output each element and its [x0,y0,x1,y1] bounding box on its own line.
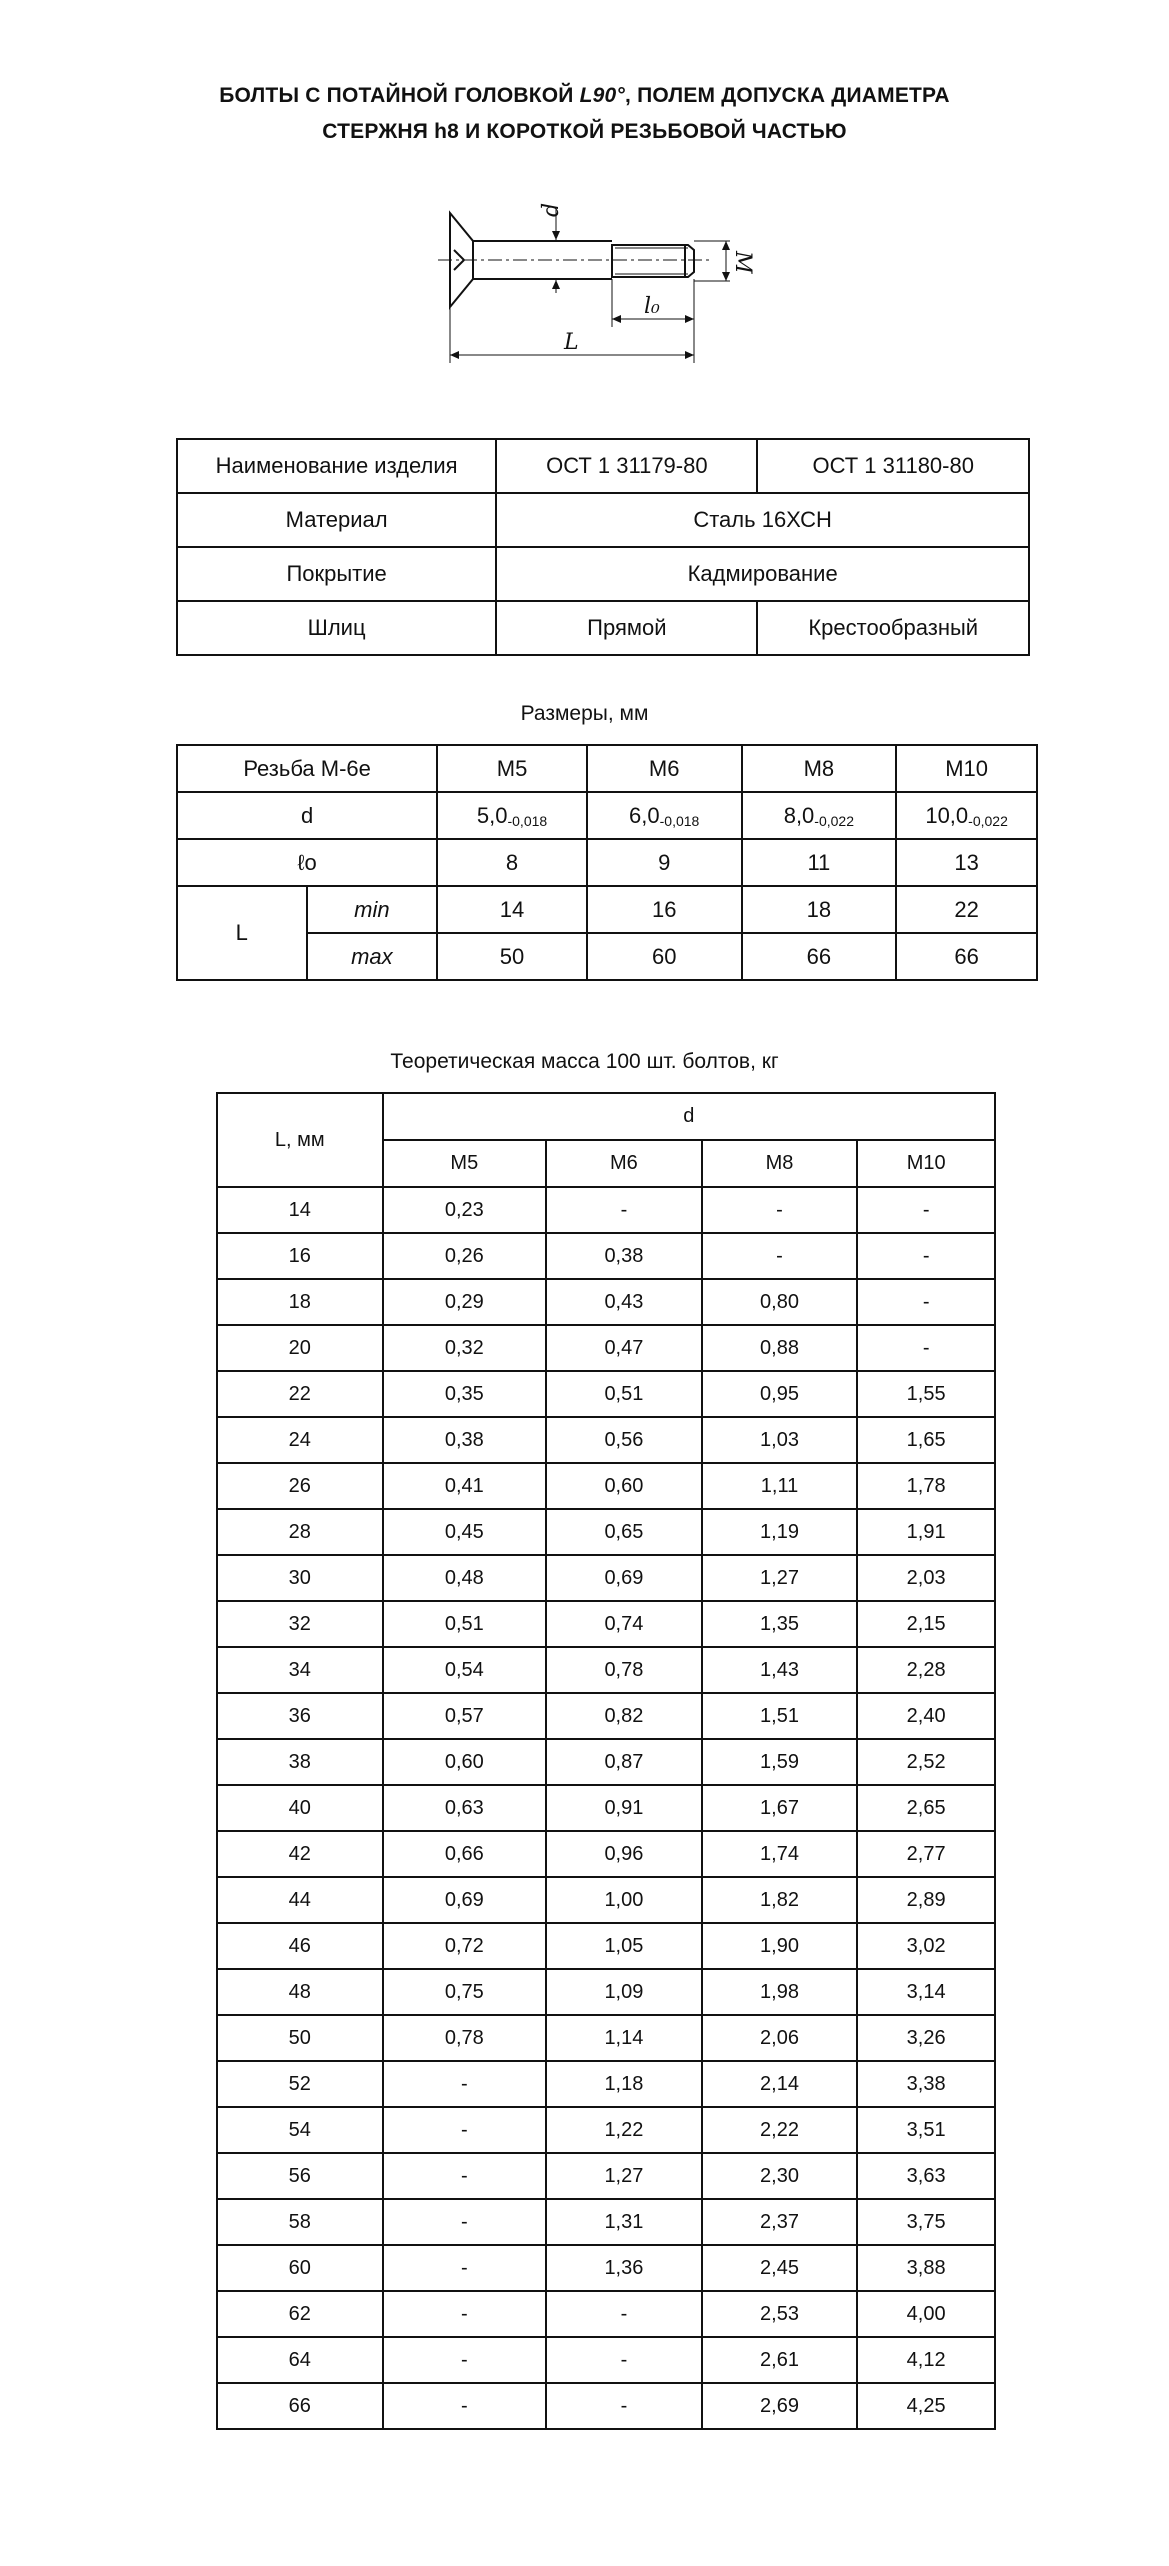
dimensions-table [176,744,1038,981]
length-cell: 50 [217,2015,383,2061]
d-label: d [177,792,437,839]
material-label: Материал [177,493,496,547]
mass-cell: - [546,2383,702,2429]
mass-cell: 2,69 [702,2383,858,2429]
mass-cell: - [702,1187,858,1233]
length-cell: 26 [217,1463,383,1509]
table-row [217,1785,995,1831]
coating-value: Кадмирование [496,547,1029,601]
length-cell: 48 [217,1969,383,2015]
mass-cell: 2,37 [702,2199,858,2245]
mass-cell: 1,18 [546,2061,702,2107]
mass-cell: 0,69 [383,1877,547,1923]
min-value: 14 [437,886,587,933]
mass-cell: 0,75 [383,1969,547,2015]
mass-cell: 3,63 [857,2153,995,2199]
mass-cell: - [702,1233,858,1279]
table-row [217,2015,995,2061]
thread-header: M5 [383,1140,547,1187]
mass-cell: 1,82 [702,1877,858,1923]
table-row [217,1647,995,1693]
length-cell: 36 [217,1693,383,1739]
mass-cell: 1,59 [702,1739,858,1785]
table-row [217,2061,995,2107]
table-row [217,1279,995,1325]
mass-cell: 1,09 [546,1969,702,2015]
mass-cell: 2,03 [857,1555,995,1601]
table-row [217,1233,995,1279]
table-row [217,1969,995,2015]
thread-header: M6 [546,1140,702,1187]
mass-cell: 2,30 [702,2153,858,2199]
mass-cell: 3,75 [857,2199,995,2245]
length-cell: 58 [217,2199,383,2245]
mass-cell: 0,78 [383,2015,547,2061]
mass-cell: 0,78 [546,1647,702,1693]
mass-cell: 2,65 [857,1785,995,1831]
length-cell: 18 [217,1279,383,1325]
mass-cell: - [857,1233,995,1279]
length-cell: 42 [217,1831,383,1877]
mass-cell: 0,95 [702,1371,858,1417]
mass-cell: 2,61 [702,2337,858,2383]
length-cell: 60 [217,2245,383,2291]
bolt-drawing [430,195,810,375]
length-cell: 30 [217,1555,383,1601]
mass-cell: 0,26 [383,1233,547,1279]
mass-cell: 2,14 [702,2061,858,2107]
mass-cell: - [546,2291,702,2337]
mass-cell: - [383,2107,547,2153]
mass-cell: 0,41 [383,1463,547,1509]
length-cell: 34 [217,1647,383,1693]
title-angle: L90° [579,84,626,107]
mass-cell: - [546,2337,702,2383]
table-row [217,1371,995,1417]
table-row [217,1831,995,1877]
mass-cell: - [383,2061,547,2107]
table-row [217,1509,995,1555]
mass-cell: 1,65 [857,1417,995,1463]
table-row [217,2291,995,2337]
mass-cell: 3,14 [857,1969,995,2015]
d-value: $5,0_{-0,018}$ [437,792,587,839]
product-standard-1: ОСТ 1 31179-80 [496,439,757,493]
mass-cell: 0,96 [546,1831,702,1877]
mass-cell: 1,43 [702,1647,858,1693]
length-cell: 40 [217,1785,383,1831]
mass-cell: 1,27 [546,2153,702,2199]
l0-value: 13 [896,839,1037,886]
mass-cell: 1,19 [702,1509,858,1555]
mass-cell: 3,26 [857,2015,995,2061]
d-value: $6,0_{-0,018}$ [587,792,742,839]
table-row [217,1877,995,1923]
d-value: $10,0_{-0,022}$ [896,792,1037,839]
thread-header: M8 [742,745,897,792]
mass-cell: 0,45 [383,1509,547,1555]
mass-cell: - [383,2337,547,2383]
table-row [217,1693,995,1739]
thread-header: M5 [437,745,587,792]
mass-cell: 0,47 [546,1325,702,1371]
mass-table-body [217,1187,995,2429]
mass-cell: - [383,2291,547,2337]
table-row [217,2199,995,2245]
product-label: Наименование изделия [177,439,496,493]
mass-cell: - [383,2199,547,2245]
mass-table [216,1092,996,2430]
length-cell: 44 [217,1877,383,1923]
mass-cell: 0,91 [546,1785,702,1831]
thread-header: M10 [896,745,1037,792]
title-line-2: СТЕРЖНЯ h8 И КОРОТКОЙ РЕЗЬБОВОЙ ЧАСТЬЮ [322,120,847,143]
table-row [217,1325,995,1371]
L-label: L [177,886,307,980]
mass-cell: 2,40 [857,1693,995,1739]
mass-cell: - [383,2153,547,2199]
page-title [0,78,1169,150]
dimensions-caption: Размеры, мм [520,702,649,725]
mass-cell: 2,52 [857,1739,995,1785]
length-cell: 54 [217,2107,383,2153]
mass-cell: 2,06 [702,2015,858,2061]
max-value: 50 [437,933,587,980]
title-line-1: БОЛТЫ С ПОТАЙНОЙ ГОЛОВКОЙ L90°, ПОЛЕМ ДОПУСКА ДИАМЕТРА [219,84,950,107]
mass-cell: 0,65 [546,1509,702,1555]
mass-cell: 0,54 [383,1647,547,1693]
min-label: min [307,886,438,933]
label-l0: l₀ [644,294,660,319]
length-cell: 28 [217,1509,383,1555]
thread-header: M10 [857,1140,995,1187]
mass-cell: 0,23 [383,1187,547,1233]
slot-label: Шлиц [177,601,496,655]
length-cell: 14 [217,1187,383,1233]
mass-cell: 3,51 [857,2107,995,2153]
max-value: 66 [896,933,1037,980]
mass-cell: 0,82 [546,1693,702,1739]
mass-cell: - [383,2383,547,2429]
mass-cell: 0,60 [546,1463,702,1509]
mass-cell: 1,27 [702,1555,858,1601]
mass-cell: 3,02 [857,1923,995,1969]
table-row [217,2337,995,2383]
mass-cell: - [546,1187,702,1233]
mass-cell: 0,51 [546,1371,702,1417]
length-header: L, мм [217,1093,383,1187]
min-value: 22 [896,886,1037,933]
table-row [217,1601,995,1647]
mass-cell: 0,63 [383,1785,547,1831]
length-cell: 62 [217,2291,383,2337]
mass-cell: 1,74 [702,1831,858,1877]
mass-cell: 0,60 [383,1739,547,1785]
mass-cell: 0,88 [702,1325,858,1371]
mass-cell: 1,03 [702,1417,858,1463]
mass-cell: 1,35 [702,1601,858,1647]
length-cell: 32 [217,1601,383,1647]
max-label: max [307,933,438,980]
table-row [217,2153,995,2199]
mass-cell: 0,69 [546,1555,702,1601]
max-value: 66 [742,933,897,980]
mass-cell: - [857,1279,995,1325]
mass-cell: 2,45 [702,2245,858,2291]
length-cell: 16 [217,1233,383,1279]
table-row [217,2245,995,2291]
mass-cell: 0,51 [383,1601,547,1647]
length-cell: 38 [217,1739,383,1785]
mass-cell: 1,90 [702,1923,858,1969]
table-row [217,1417,995,1463]
mass-cell: 0,38 [383,1417,547,1463]
d-value: $8,0_{-0,022}$ [742,792,897,839]
thread-header: M6 [587,745,742,792]
mass-cell: 1,78 [857,1463,995,1509]
mass-cell: 1,36 [546,2245,702,2291]
thread-header: M8 [702,1140,858,1187]
slot-straight: Прямой [496,601,757,655]
table-row [217,2107,995,2153]
label-M: M [730,251,755,274]
mass-cell: 1,67 [702,1785,858,1831]
mass-cell: 2,15 [857,1601,995,1647]
l0-value: 9 [587,839,742,886]
min-value: 16 [587,886,742,933]
mass-cell: 1,91 [857,1509,995,1555]
bolt-thread [612,245,694,277]
mass-caption: Теоретическая масса 100 шт. болтов, кг [390,1050,779,1073]
mass-cell: 1,55 [857,1371,995,1417]
d-group-header: d [383,1093,995,1140]
specification-table [176,438,1030,656]
mass-cell: 0,66 [383,1831,547,1877]
table-row [217,1555,995,1601]
mass-cell: 4,12 [857,2337,995,2383]
mass-cell: 1,00 [546,1877,702,1923]
label-d: d [539,202,564,217]
mass-cell: 0,80 [702,1279,858,1325]
mass-cell: 1,05 [546,1923,702,1969]
mass-cell: 0,48 [383,1555,547,1601]
length-cell: 64 [217,2337,383,2383]
mass-cell: 2,89 [857,1877,995,1923]
length-cell: 24 [217,1417,383,1463]
mass-cell: 0,57 [383,1693,547,1739]
product-standard-2: ОСТ 1 31180-80 [757,439,1029,493]
mass-cell: 2,53 [702,2291,858,2337]
l0-value: 11 [742,839,897,886]
mass-cell: 0,32 [383,1325,547,1371]
thread-label: Резьба М-6е [177,745,437,792]
material-value: Сталь 16ХСН [496,493,1029,547]
l0-label: ℓo [177,839,437,886]
mass-cell: 1,98 [702,1969,858,2015]
mass-cell: 2,77 [857,1831,995,1877]
mass-cell: 2,28 [857,1647,995,1693]
mass-cell: 0,38 [546,1233,702,1279]
length-cell: 46 [217,1923,383,1969]
mass-cell: 0,87 [546,1739,702,1785]
length-cell: 20 [217,1325,383,1371]
mass-cell: 1,14 [546,2015,702,2061]
mass-cell: 4,25 [857,2383,995,2429]
table-row [217,1739,995,1785]
max-value: 60 [587,933,742,980]
mass-cell: - [857,1187,995,1233]
table-row [217,1463,995,1509]
mass-cell: 0,72 [383,1923,547,1969]
mass-cell: 1,31 [546,2199,702,2245]
length-cell: 56 [217,2153,383,2199]
length-cell: 52 [217,2061,383,2107]
label-L: L [564,330,579,355]
mass-cell: 1,22 [546,2107,702,2153]
mass-cell: 2,22 [702,2107,858,2153]
min-value: 18 [742,886,897,933]
mass-cell: 3,38 [857,2061,995,2107]
coating-label: Покрытие [177,547,496,601]
mass-cell: - [857,1325,995,1371]
length-cell: 22 [217,1371,383,1417]
mass-cell: 1,51 [702,1693,858,1739]
mass-cell: 3,88 [857,2245,995,2291]
mass-cell: 0,74 [546,1601,702,1647]
l0-value: 8 [437,839,587,886]
table-row [217,2383,995,2429]
mass-cell: 0,35 [383,1371,547,1417]
table-row [217,1187,995,1233]
mass-cell: 0,43 [546,1279,702,1325]
mass-cell: - [383,2245,547,2291]
mass-cell: 0,29 [383,1279,547,1325]
mass-cell: 4,00 [857,2291,995,2337]
table-row [217,1923,995,1969]
length-cell: 66 [217,2383,383,2429]
slot-cross: Крестообразный [757,601,1029,655]
mass-cell: 1,11 [702,1463,858,1509]
mass-cell: 0,56 [546,1417,702,1463]
